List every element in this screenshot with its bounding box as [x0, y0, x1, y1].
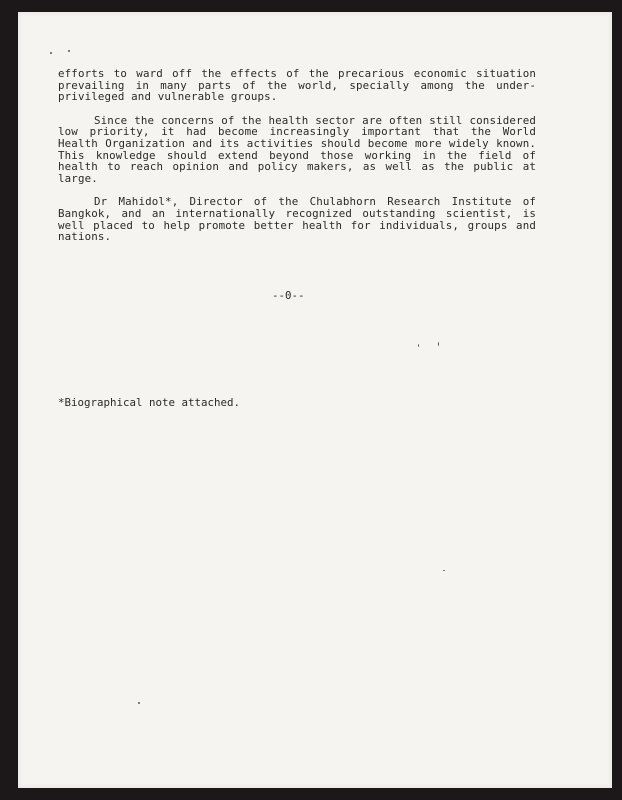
paper-speck [68, 50, 70, 52]
paper-speck [138, 702, 140, 704]
paper-speck [443, 570, 445, 571]
paper-speck [418, 344, 419, 347]
paragraph-continuation: efforts to ward off the effects of the precarious economic situation prevailing in many parts of the world, specially among the under-privileged and vulnerable groups. [58, 67, 536, 104]
paragraph-dr-mahidol: Dr Mahidol*, Director of the Chulabhorn Research Institute of Bangkok, and an internationally recognized outstanding scientist, is well placed to help promote better health for individuals, groups and nations. [58, 195, 536, 244]
section-separator: --0-- [272, 289, 305, 302]
document-body [58, 68, 536, 255]
paper-speck [438, 342, 439, 346]
paper-speck [50, 52, 52, 54]
paragraph-health-sector: Since the concerns of the health sector are often still considered low priority, it had become increasingly important that the World Health Organization and its activities should become more widely known. This knowledge should extend beyond those working in the field of health to reach opinion and policy makers, as well as the public at large. [58, 113, 536, 185]
footnote: *Biographical note attached. [58, 396, 241, 409]
